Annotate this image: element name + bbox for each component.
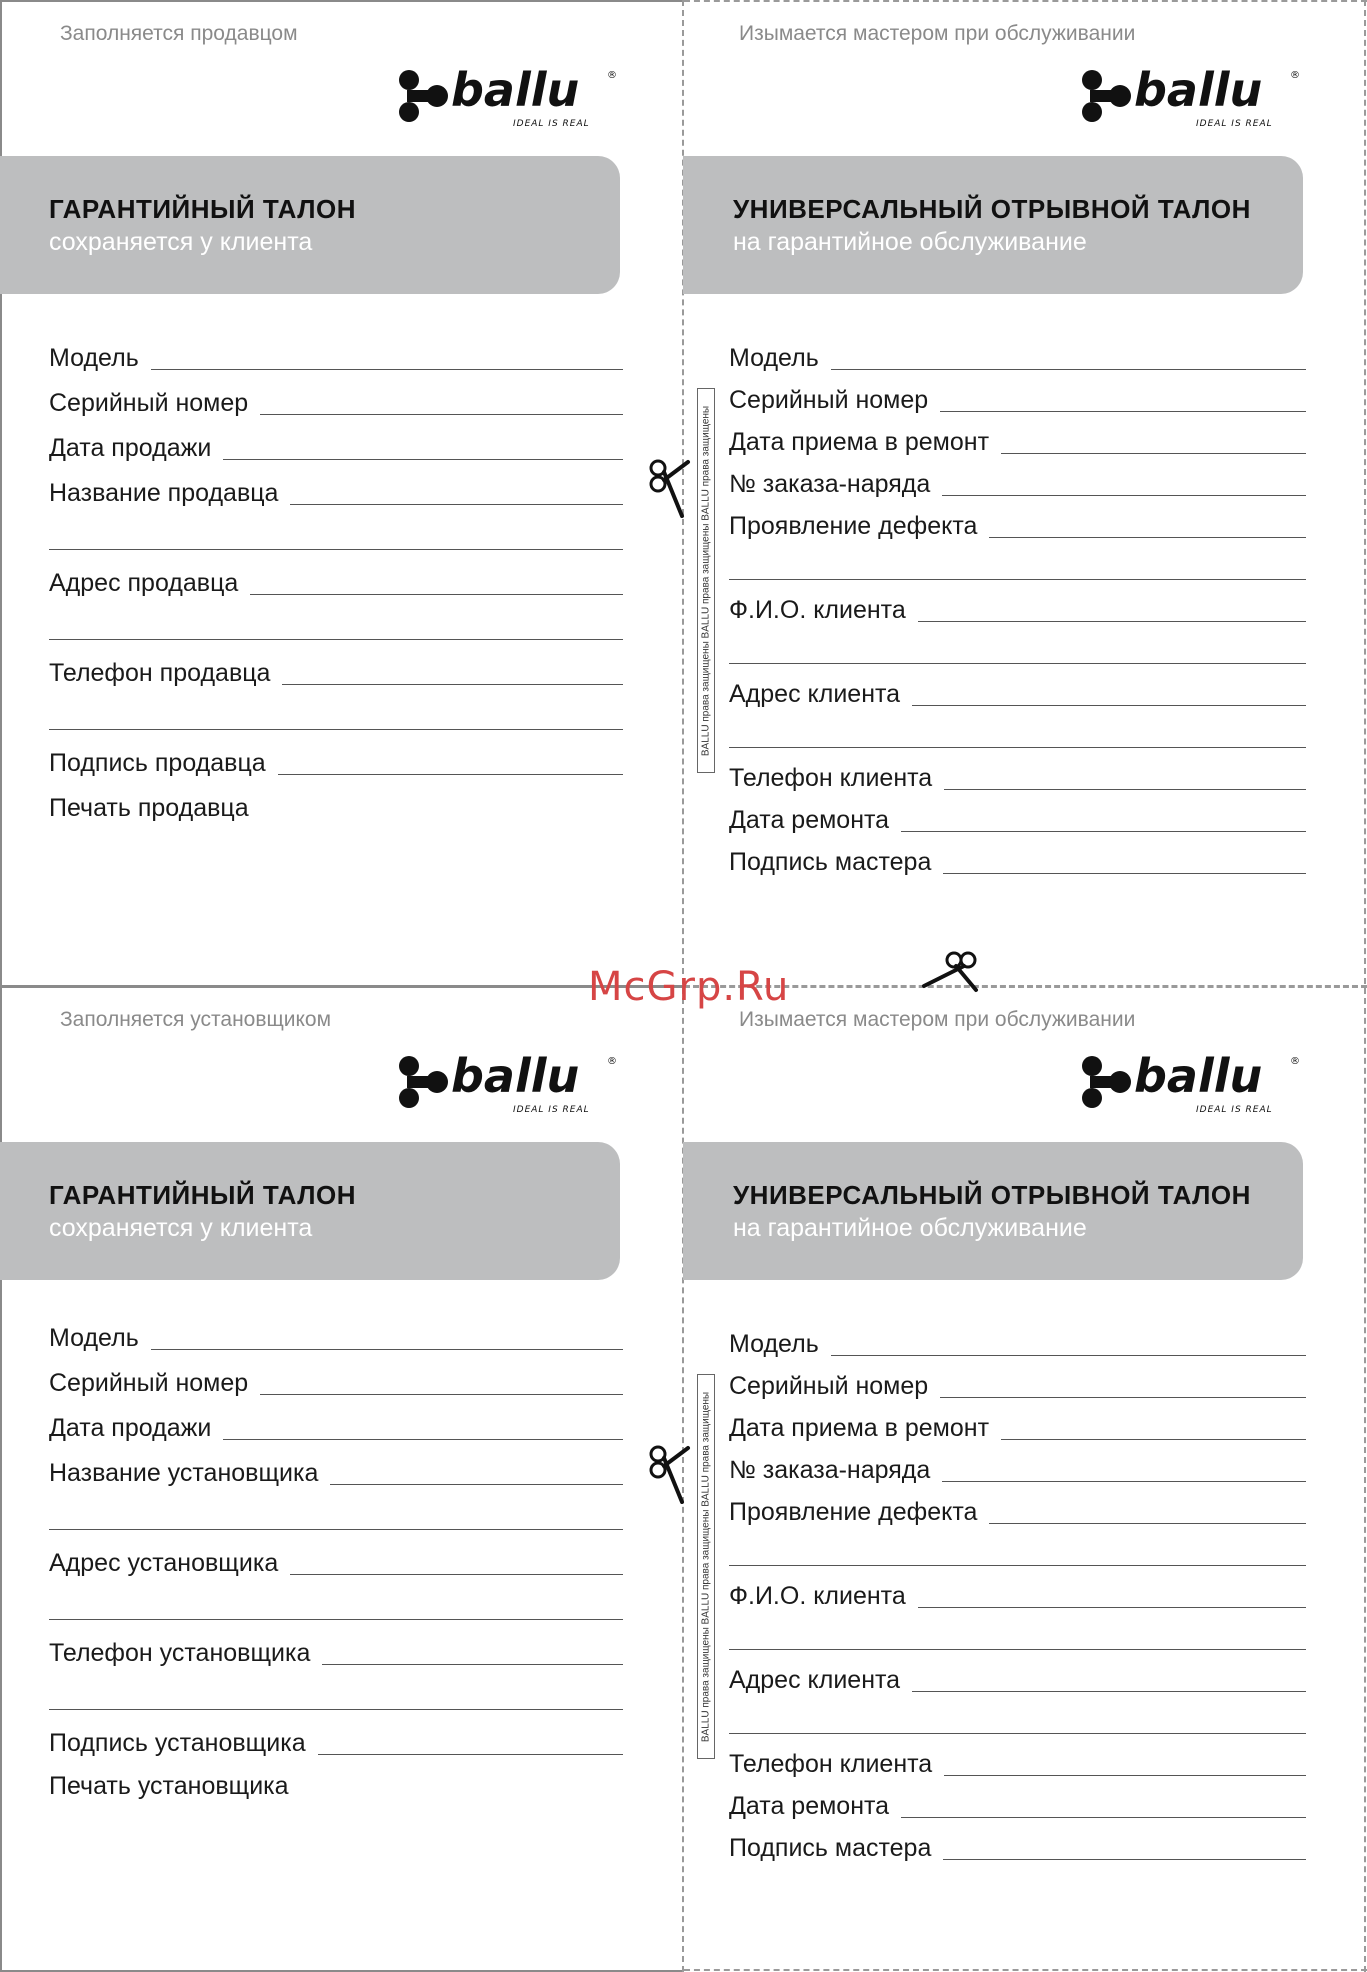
- card-banner: [683, 1142, 1303, 1280]
- field-model[interactable]: Модель: [49, 1312, 623, 1352]
- card-note: Изымается мастером при обслуживании: [739, 1008, 1136, 1031]
- field-serial-number[interactable]: Серийный номер: [729, 374, 1306, 414]
- field-seller-name-line2[interactable]: [49, 512, 623, 552]
- scissors-icon: [648, 458, 694, 518]
- field-client-phone[interactable]: Телефон клиента: [729, 1738, 1306, 1778]
- field-seller-name[interactable]: Название продавца: [49, 467, 623, 507]
- svg-text:®: ®: [607, 70, 617, 81]
- field-work-order-number[interactable]: № заказа-наряда: [729, 458, 1306, 498]
- svg-text:ballu: ballu: [451, 63, 580, 117]
- field-seller-address[interactable]: Адрес продавца: [49, 557, 623, 597]
- field-serial-number[interactable]: Серийный номер: [729, 1360, 1306, 1400]
- field-sale-date[interactable]: Дата продажи: [49, 422, 623, 462]
- card-banner: [683, 156, 1303, 294]
- field-defect-line2[interactable]: [729, 1528, 1306, 1568]
- installer-warranty-card: [0, 986, 683, 1970]
- card-note: Заполняется продавцом: [60, 22, 298, 45]
- card-note: Изымается мастером при обслуживании: [739, 22, 1136, 45]
- banner-title: ГАРАНТИЙНЫЙ ТАЛОН: [49, 194, 356, 224]
- field-client-address[interactable]: Адрес клиента: [729, 668, 1306, 708]
- field-defect-description[interactable]: Проявление дефекта: [729, 500, 1306, 540]
- side-strip: BALLU права защищены BALLU права защищены BALLU права защищены: [697, 388, 715, 773]
- card-note: Заполняется установщиком: [60, 1008, 332, 1031]
- field-master-signature[interactable]: Подпись мастера: [729, 1822, 1306, 1862]
- ballu-logo-icon: [1076, 1048, 1306, 1118]
- field-model[interactable]: Модель: [729, 332, 1306, 372]
- field-repair-date[interactable]: Дата ремонта: [729, 1780, 1306, 1820]
- field-defect-description[interactable]: Проявление дефекта: [729, 1486, 1306, 1526]
- ballu-logo: [1076, 1048, 1306, 1118]
- field-client-address-line2[interactable]: [729, 710, 1306, 750]
- banner-subtitle: на гарантийное обслуживание: [733, 1214, 1087, 1242]
- field-client-name[interactable]: Ф.И.О. клиента: [729, 584, 1306, 624]
- svg-text:IDEAL IS REAL: IDEAL IS REAL: [513, 1105, 590, 1115]
- banner-subtitle: сохраняется у клиента: [49, 228, 313, 256]
- field-seller-phone[interactable]: Телефон продавца: [49, 647, 623, 687]
- field-seller-signature[interactable]: Подпись продавца: [49, 737, 623, 777]
- seller-warranty-card: [0, 0, 683, 984]
- banner-subtitle: сохраняется у клиента: [49, 1214, 313, 1242]
- field-installer-address-line2[interactable]: [49, 1582, 623, 1622]
- svg-text:®: ®: [607, 1056, 617, 1067]
- banner-title: ГАРАНТИЙНЫЙ ТАЛОН: [49, 1180, 356, 1210]
- banner-subtitle: на гарантийное обслуживание: [733, 228, 1087, 256]
- field-serial-number[interactable]: Серийный номер: [49, 1357, 623, 1397]
- banner-title: УНИВЕРСАЛЬНЫЙ ОТРЫВНОЙ ТАЛОН: [733, 194, 1251, 224]
- watermark: McGrp.Ru: [588, 964, 790, 1010]
- field-seller-phone-line2[interactable]: [49, 692, 623, 732]
- field-work-order-number[interactable]: № заказа-наряда: [729, 1444, 1306, 1484]
- field-repair-intake-date[interactable]: Дата приема в ремонт: [729, 416, 1306, 456]
- card-banner: [0, 156, 620, 294]
- field-defect-line2[interactable]: [729, 542, 1306, 582]
- svg-text:ballu: ballu: [451, 1049, 580, 1103]
- ballu-logo: [393, 62, 623, 132]
- installer-stamp-label: Печать установщика: [49, 1772, 289, 1800]
- field-client-name-line2[interactable]: [729, 1612, 1306, 1652]
- svg-text:ballu: ballu: [1134, 1049, 1263, 1103]
- field-sale-date[interactable]: Дата продажи: [49, 1402, 623, 1442]
- ballu-logo-icon: [1076, 62, 1306, 132]
- seller-stamp-label: Печать продавца: [49, 794, 249, 822]
- field-installer-phone[interactable]: Телефон установщика: [49, 1627, 623, 1667]
- field-model[interactable]: Модель: [729, 1318, 1306, 1358]
- scissors-icon: [920, 950, 980, 996]
- field-installer-phone-line2[interactable]: [49, 1672, 623, 1712]
- ballu-logo: [393, 1048, 623, 1118]
- banner-title: УНИВЕРСАЛЬНЫЙ ОТРЫВНОЙ ТАЛОН: [733, 1180, 1251, 1210]
- field-model[interactable]: Модель: [49, 332, 623, 372]
- ballu-logo-icon: [393, 1048, 623, 1118]
- svg-text:®: ®: [1290, 1056, 1300, 1067]
- field-repair-date[interactable]: Дата ремонта: [729, 794, 1306, 834]
- field-seller-address-line2[interactable]: [49, 602, 623, 642]
- field-client-address-line2[interactable]: [729, 1696, 1306, 1736]
- field-client-phone[interactable]: Телефон клиента: [729, 752, 1306, 792]
- tear-off-coupon-bottom: [683, 986, 1366, 1970]
- field-client-name-line2[interactable]: [729, 626, 1306, 666]
- svg-text:IDEAL IS REAL: IDEAL IS REAL: [1196, 1105, 1273, 1115]
- ballu-logo-icon: [393, 62, 623, 132]
- field-client-name[interactable]: Ф.И.О. клиента: [729, 1570, 1306, 1610]
- svg-text:®: ®: [1290, 70, 1300, 81]
- field-installer-name[interactable]: Название установщика: [49, 1447, 623, 1487]
- ballu-logo: [1076, 62, 1306, 132]
- field-installer-name-line2[interactable]: [49, 1492, 623, 1532]
- field-installer-address[interactable]: Адрес установщика: [49, 1537, 623, 1577]
- field-installer-signature[interactable]: Подпись установщика: [49, 1717, 623, 1757]
- svg-text:ballu: ballu: [1134, 63, 1263, 117]
- card-banner: [0, 1142, 620, 1280]
- scissors-icon: [648, 1444, 694, 1504]
- side-strip: BALLU права защищены BALLU права защищены BALLU права защищены: [697, 1374, 715, 1759]
- field-repair-intake-date[interactable]: Дата приема в ремонт: [729, 1402, 1306, 1442]
- field-serial-number[interactable]: Серийный номер: [49, 377, 623, 417]
- field-client-address[interactable]: Адрес клиента: [729, 1654, 1306, 1694]
- svg-text:IDEAL IS REAL: IDEAL IS REAL: [513, 119, 590, 129]
- field-master-signature[interactable]: Подпись мастера: [729, 836, 1306, 876]
- svg-text:IDEAL IS REAL: IDEAL IS REAL: [1196, 119, 1273, 129]
- tear-off-coupon-top: [683, 0, 1366, 984]
